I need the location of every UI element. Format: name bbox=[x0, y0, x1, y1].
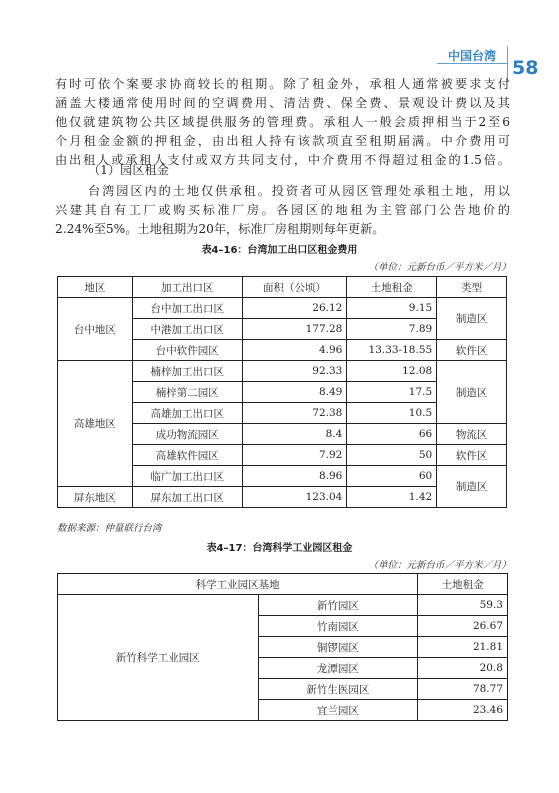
text-line: 兴建其自有工厂或购买标准厂房。各园区的地租为主管部门公告地价的 bbox=[55, 203, 510, 217]
area-cell: 7.92 bbox=[242, 445, 347, 466]
table1-source-note: 数据来源：仲量联行台湾 bbox=[57, 523, 162, 534]
column-header: 面积（公顷） bbox=[242, 277, 347, 298]
site-cell: 新竹生医园区 bbox=[258, 679, 418, 700]
section-subheading: （1）园区租金 bbox=[88, 163, 169, 177]
zone-cell: 中港加工出口区 bbox=[132, 319, 242, 340]
text-line: 有时可依个案要求协商较长的租期。除了租金外，承租人通常被要求支付 bbox=[55, 77, 510, 91]
rent-cell: 60 bbox=[347, 466, 437, 487]
text-line: 2.24%至5%。土地租期为20年，标准厂房租期则每年更新。 bbox=[55, 222, 385, 236]
column-header: 土地租金 bbox=[347, 277, 437, 298]
type-cell: 制造区 bbox=[437, 361, 507, 424]
park-cell: 新竹科学工业园区 bbox=[58, 595, 259, 721]
zone-cell: 高雄软件园区 bbox=[132, 445, 242, 466]
site-cell: 新竹园区 bbox=[258, 595, 418, 616]
rent-cell: 59.3 bbox=[418, 595, 508, 616]
zone-cell: 高雄加工出口区 bbox=[132, 403, 242, 424]
science-park-rent-table bbox=[57, 573, 508, 721]
header-divider bbox=[437, 63, 507, 64]
column-header: 加工出口区 bbox=[132, 277, 242, 298]
rent-cell: 78.77 bbox=[418, 679, 508, 700]
export-zone-rent-table bbox=[57, 276, 507, 508]
type-cell: 制造区 bbox=[437, 298, 507, 340]
zone-cell: 临广加工出口区 bbox=[132, 466, 242, 487]
text-line: 台湾园区内的土地仅供承租。投资者可从园区管理处承租土地，用以 bbox=[88, 184, 510, 198]
type-cell: 制造区 bbox=[437, 466, 507, 508]
table1-unit: （单位：元新台币／平方米／月） bbox=[368, 262, 511, 273]
page-number: 58 bbox=[512, 57, 539, 79]
table-row bbox=[58, 298, 507, 319]
rent-cell: 26.67 bbox=[418, 616, 508, 637]
site-cell: 铜锣园区 bbox=[258, 637, 418, 658]
area-cell: 92.33 bbox=[242, 361, 347, 382]
region-cell: 台中地区 bbox=[58, 298, 133, 361]
region-cell: 屏东地区 bbox=[58, 487, 133, 508]
zone-cell: 成功物流园区 bbox=[132, 424, 242, 445]
rent-cell: 12.08 bbox=[347, 361, 437, 382]
table-row bbox=[58, 361, 507, 382]
rent-cell: 66 bbox=[347, 424, 437, 445]
book-title: 中国台湾 bbox=[448, 49, 497, 63]
rent-cell: 7.89 bbox=[347, 319, 437, 340]
table1-caption: 表4–16：台湾加工出口区租金费用 bbox=[201, 245, 358, 256]
rent-cell: 20.8 bbox=[418, 658, 508, 679]
zone-cell: 台中软件园区 bbox=[132, 340, 242, 361]
column-header: 类型 bbox=[437, 277, 507, 298]
region-cell: 高雄地区 bbox=[58, 361, 133, 487]
rent-cell: 9.15 bbox=[347, 298, 437, 319]
site-cell: 龙潭园区 bbox=[258, 658, 418, 679]
rent-cell: 50 bbox=[347, 445, 437, 466]
zone-cell: 楠梓加工出口区 bbox=[132, 361, 242, 382]
table-row bbox=[58, 595, 508, 616]
rent-cell: 10.5 bbox=[347, 403, 437, 424]
type-cell: 软件区 bbox=[437, 445, 507, 466]
table-header-row bbox=[58, 277, 507, 298]
area-cell: 4.96 bbox=[242, 340, 347, 361]
area-cell: 72.38 bbox=[242, 403, 347, 424]
body-paragraph-2 bbox=[55, 182, 510, 239]
column-header: 科学工业园区基地 bbox=[58, 574, 418, 595]
text-line: 个月租金金额的押租金，由出租人持有该款项直至租期届满。中介费用可 bbox=[55, 134, 510, 148]
area-cell: 8.4 bbox=[242, 424, 347, 445]
table-header-row bbox=[58, 574, 508, 595]
site-cell: 竹南园区 bbox=[258, 616, 418, 637]
rent-cell: 23.46 bbox=[418, 700, 508, 721]
text-line: 由出租人或承租人支付或双方共同支付，中介费用不得超过租金的1.5倍。 bbox=[55, 153, 510, 167]
area-cell: 8.96 bbox=[242, 466, 347, 487]
rent-cell: 17.5 bbox=[347, 382, 437, 403]
area-cell: 177.28 bbox=[242, 319, 347, 340]
table2-caption: 表4–17：台湾科学工业园区租金 bbox=[206, 543, 353, 554]
area-cell: 26.12 bbox=[242, 298, 347, 319]
type-cell: 软件区 bbox=[437, 340, 507, 361]
zone-cell: 屏东加工出口区 bbox=[132, 487, 242, 508]
rent-cell: 21.81 bbox=[418, 637, 508, 658]
zone-cell: 台中加工出口区 bbox=[132, 298, 242, 319]
rent-cell: 1.42 bbox=[347, 487, 437, 508]
column-header: 土地租金 bbox=[418, 574, 508, 595]
zone-cell: 楠梓第二园区 bbox=[132, 382, 242, 403]
rent-cell: 13.33-18.55 bbox=[347, 340, 437, 361]
site-cell: 宜兰园区 bbox=[258, 700, 418, 721]
body-paragraph-1 bbox=[55, 75, 510, 170]
area-cell: 123.04 bbox=[242, 487, 347, 508]
text-line: 涵盖大楼通常使用时间的空调费用、清洁费、保全费、景观设计费以及其 bbox=[55, 96, 510, 110]
column-header: 地区 bbox=[58, 277, 133, 298]
table2-unit: （单位：元新台币／平方米／月） bbox=[368, 560, 511, 571]
area-cell: 8.49 bbox=[242, 382, 347, 403]
type-cell: 物流区 bbox=[437, 424, 507, 445]
text-line: 他仅就建筑物公共区域提供服务的管理费。承租人一般会质押相当于2至6 bbox=[55, 115, 510, 129]
